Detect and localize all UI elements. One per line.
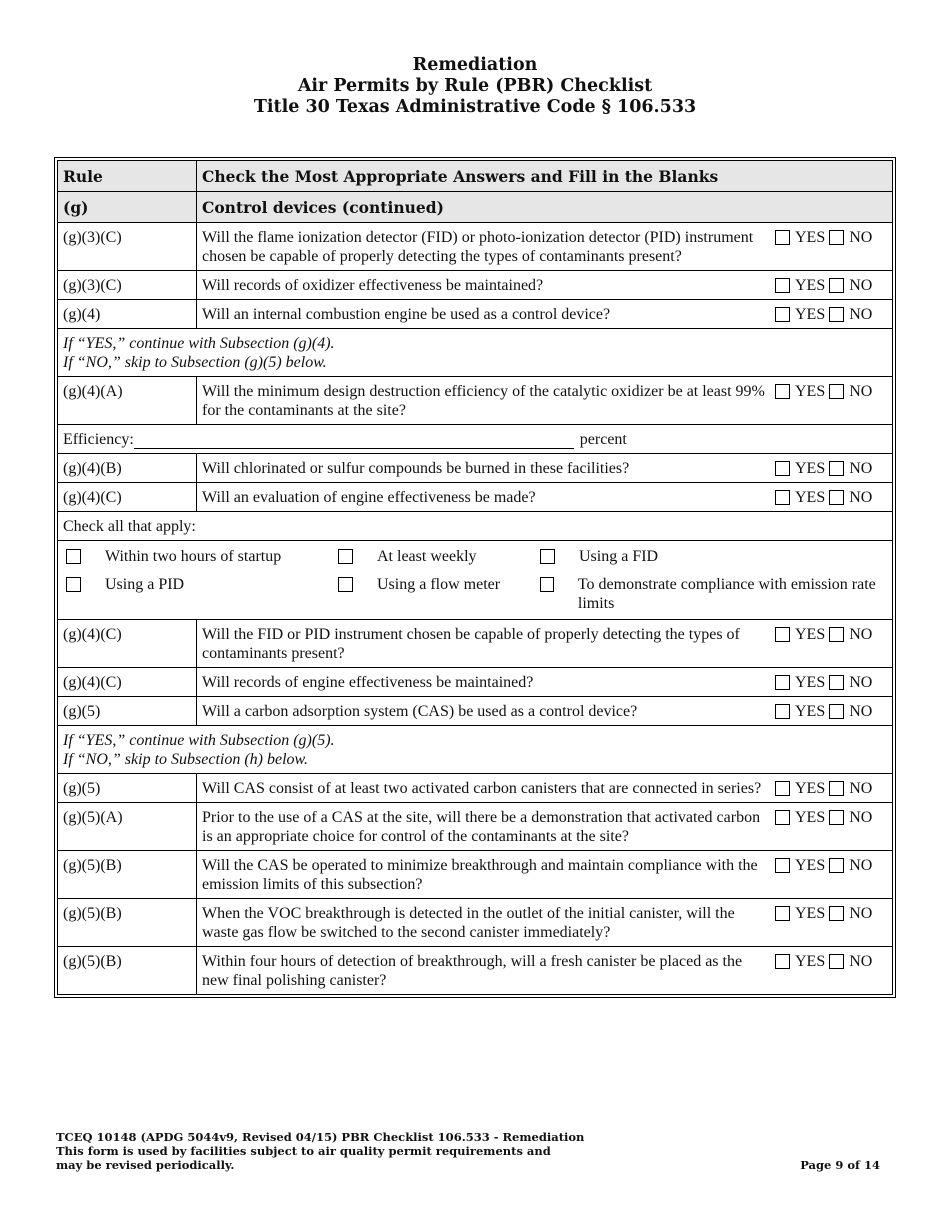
yes-no-group <box>775 228 887 266</box>
options-grid <box>66 547 887 613</box>
yes-checkbox[interactable] <box>775 675 790 690</box>
no-checkbox[interactable] <box>829 230 844 245</box>
option-checkbox[interactable] <box>338 549 353 564</box>
efficiency-row <box>58 425 893 454</box>
header-line-2: Air Permits by Rule (PBR) Checklist <box>297 76 653 96</box>
no-label: NO <box>849 905 873 922</box>
yes-label: YES <box>795 306 826 323</box>
option-item <box>338 547 540 566</box>
yes-checkbox[interactable] <box>775 230 790 245</box>
option-label: At least weekly <box>377 548 477 565</box>
question-group-d <box>58 774 893 995</box>
rule-cell: (g)(5)(B) <box>58 947 197 995</box>
check-all-label: Check all that apply: <box>58 512 893 541</box>
question-text: Prior to the use of a CAS at the site, will there be a demonstration that activated carbon is an appropriate choice for control of the contaminants at the site? <box>202 809 761 845</box>
option-checkbox[interactable] <box>66 577 81 592</box>
yes-checkbox[interactable] <box>775 307 790 322</box>
yes-checkbox[interactable] <box>775 278 790 293</box>
rule-cell: (g)(4)(C) <box>58 620 197 668</box>
table-row <box>58 774 893 803</box>
option-item <box>66 547 338 566</box>
footer <box>56 1130 584 1172</box>
no-checkbox[interactable] <box>829 461 844 476</box>
efficiency-unit: percent <box>579 431 627 448</box>
yes-no-group <box>775 673 887 692</box>
no-checkbox[interactable] <box>829 906 844 921</box>
yes-label: YES <box>795 780 826 797</box>
option-label: Using a FID <box>579 548 659 565</box>
note-row-g4 <box>58 329 893 377</box>
table-row <box>58 483 893 512</box>
question-group-a <box>58 223 893 329</box>
form-header <box>0 55 950 118</box>
section-title: Control devices (continued) <box>197 192 893 223</box>
option-label: Within two hours of startup <box>105 548 282 565</box>
yes-label: YES <box>795 953 826 970</box>
no-label: NO <box>849 780 873 797</box>
option-label: Using a flow meter <box>377 576 501 593</box>
no-label: NO <box>849 809 873 826</box>
rule-cell: (g)(4) <box>58 300 197 329</box>
rule-cell: (g)(5) <box>58 697 197 726</box>
yes-no-group <box>775 276 887 295</box>
rule-cell: (g)(5)(B) <box>58 851 197 899</box>
no-checkbox[interactable] <box>829 675 844 690</box>
no-checkbox[interactable] <box>829 627 844 642</box>
yes-no-group <box>775 808 887 846</box>
yes-label: YES <box>795 857 826 874</box>
table-row <box>58 300 893 329</box>
table-row <box>58 899 893 947</box>
table-row <box>58 803 893 851</box>
no-label: NO <box>849 703 873 720</box>
no-checkbox[interactable] <box>829 781 844 796</box>
question-text: Will records of engine effectiveness be maintained? <box>202 674 534 691</box>
yes-no-group <box>775 459 887 478</box>
option-item <box>338 575 540 613</box>
question-group-c <box>58 620 893 726</box>
instructions-column-header: Check the Most Appropriate Answers and Fill in the Blanks <box>197 161 893 192</box>
no-label: NO <box>849 460 873 477</box>
rule-cell: (g)(4)(C) <box>58 483 197 512</box>
checklist-frame <box>54 157 896 998</box>
no-label: NO <box>849 674 873 691</box>
yes-checkbox[interactable] <box>775 627 790 642</box>
question-text: Will an evaluation of engine effectiveness be made? <box>202 489 536 506</box>
option-checkbox[interactable] <box>540 577 554 592</box>
no-label: NO <box>849 626 873 643</box>
note-no-line: If “NO,” skip to Subsection (h) below. <box>63 751 309 768</box>
question-text: Will an internal combustion engine be used as a control device? <box>202 306 611 323</box>
option-item <box>540 547 887 566</box>
yes-no-group <box>775 904 887 942</box>
rule-cell: (g)(4)(C) <box>58 668 197 697</box>
header-line-3: Title 30 Texas Administrative Code § 106.533 <box>253 97 697 117</box>
no-checkbox[interactable] <box>829 858 844 873</box>
no-label: NO <box>849 489 873 506</box>
option-checkbox[interactable] <box>66 549 81 564</box>
yes-no-group <box>775 625 887 663</box>
no-checkbox[interactable] <box>829 704 844 719</box>
yes-label: YES <box>795 277 826 294</box>
note-row-g5 <box>58 726 893 774</box>
option-label: To demonstrate compliance with emission rate limits <box>577 576 876 612</box>
yes-no-group <box>775 856 887 894</box>
question-text: Will records of oxidizer effectiveness be maintained? <box>202 277 544 294</box>
question-text: Will the FID or PID instrument chosen be capable of properly detecting the types of contaminants present? <box>202 626 740 662</box>
check-all-row <box>58 512 893 541</box>
yes-label: YES <box>795 809 826 826</box>
question-group-b <box>58 454 893 512</box>
yes-checkbox[interactable] <box>775 781 790 796</box>
rule-cell: (g)(4)(B) <box>58 454 197 483</box>
table-row <box>58 697 893 726</box>
question-text: Will a carbon adsorption system (CAS) be used as a control device? <box>202 703 638 720</box>
page-number: Page 9 of 14 <box>800 1158 880 1172</box>
section-row <box>58 192 893 223</box>
table-row <box>58 271 893 300</box>
yes-no-group <box>775 305 887 324</box>
question-text: When the VOC breakthrough is detected in the outlet of the initial canister, will the waste gas flow be switched to the second canister immediately? <box>202 905 735 941</box>
yes-checkbox[interactable] <box>775 810 790 825</box>
no-label: NO <box>849 383 873 400</box>
yes-label: YES <box>795 229 826 246</box>
table-header-row <box>58 161 893 192</box>
no-label: NO <box>849 277 873 294</box>
yes-no-group <box>775 779 887 798</box>
options-row <box>58 541 893 620</box>
option-checkbox[interactable] <box>338 577 353 592</box>
note-yes-line: If “YES,” continue with Subsection (g)(4). <box>63 335 335 352</box>
table-row <box>58 851 893 899</box>
yes-label: YES <box>795 674 826 691</box>
no-checkbox[interactable] <box>829 307 844 322</box>
option-label: Using a PID <box>105 576 185 593</box>
no-checkbox[interactable] <box>829 278 844 293</box>
yes-no-group <box>775 382 887 420</box>
yes-no-group <box>775 702 887 721</box>
yes-label: YES <box>795 626 826 643</box>
table-row <box>58 377 893 425</box>
no-label: NO <box>849 306 873 323</box>
question-text: Will CAS consist of at least two activated carbon canisters that are connected in series? <box>202 780 762 797</box>
yes-checkbox[interactable] <box>775 906 790 921</box>
table-row <box>58 668 893 697</box>
table-row <box>58 223 893 271</box>
rule-cell: (g)(3)(C) <box>58 223 197 271</box>
yes-label: YES <box>795 489 826 506</box>
no-checkbox[interactable] <box>829 810 844 825</box>
rule-cell: (g)(3)(C) <box>58 271 197 300</box>
yes-no-group <box>775 488 887 507</box>
yes-label: YES <box>795 383 826 400</box>
section-rule: (g) <box>58 192 197 223</box>
rule-cell: (g)(5)(B) <box>58 899 197 947</box>
footer-note-1: This form is used by facilities subject to air quality permit requirements and <box>56 1144 551 1158</box>
question-text: Will the CAS be operated to minimize breakthrough and maintain compliance with the emission limits of this subsection? <box>202 857 758 893</box>
rule-column-header: Rule <box>58 161 197 192</box>
yes-checkbox[interactable] <box>775 954 790 969</box>
efficiency-label: Efficiency: <box>63 431 134 448</box>
option-item <box>66 575 338 613</box>
footer-note-2: may be revised periodically. <box>56 1158 235 1172</box>
yes-no-group <box>775 952 887 990</box>
rule-cell: (g)(4)(A) <box>58 377 197 425</box>
question-text: Will the flame ionization detector (FID) or photo-ionization detector (PID) instrument chosen be capable of properly detecting the types of contaminants present? <box>202 229 754 265</box>
question-text: Will chlorinated or sulfur compounds be burned in these facilities? <box>202 460 630 477</box>
rule-cell: (g)(5) <box>58 774 197 803</box>
table-row <box>58 947 893 995</box>
yes-label: YES <box>795 703 826 720</box>
yes-checkbox[interactable] <box>775 858 790 873</box>
note-no-line: If “NO,” skip to Subsection (g)(5) below. <box>63 354 327 371</box>
no-label: NO <box>849 857 873 874</box>
efficiency-input-line[interactable] <box>134 433 574 449</box>
table-row <box>58 454 893 483</box>
option-item <box>540 575 887 613</box>
question-text: Within four hours of detection of breakthrough, will a fresh canister be placed as the new final polishing canister? <box>202 953 743 989</box>
option-checkbox[interactable] <box>540 549 555 564</box>
checklist-table <box>57 160 893 995</box>
question-text: Will the minimum design destruction efficiency of the catalytic oxidizer be at least 99% for the contaminants at the site? <box>202 383 765 419</box>
note-yes-line: If “YES,” continue with Subsection (g)(5). <box>63 732 335 749</box>
no-checkbox[interactable] <box>829 490 844 505</box>
yes-checkbox[interactable] <box>775 384 790 399</box>
yes-label: YES <box>795 460 826 477</box>
no-label: NO <box>849 953 873 970</box>
yes-checkbox[interactable] <box>775 490 790 505</box>
table-row <box>58 620 893 668</box>
rule-cell: (g)(5)(A) <box>58 803 197 851</box>
no-checkbox[interactable] <box>829 954 844 969</box>
header-line-1: Remediation <box>412 55 538 75</box>
yes-label: YES <box>795 905 826 922</box>
yes-checkbox[interactable] <box>775 704 790 719</box>
yes-checkbox[interactable] <box>775 461 790 476</box>
footer-form-id: TCEQ 10148 (APDG 5044v9, Revised 04/15) PBR Checklist 106.533 - Remediation <box>56 1130 585 1144</box>
no-checkbox[interactable] <box>829 384 844 399</box>
no-label: NO <box>849 229 873 246</box>
